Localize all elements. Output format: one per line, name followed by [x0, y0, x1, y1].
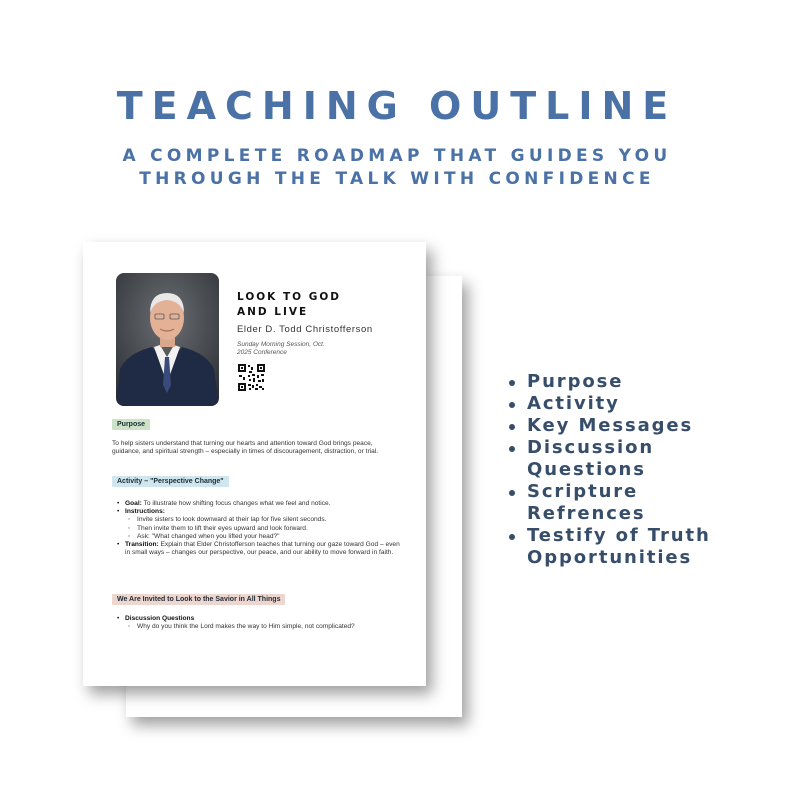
feature-item: Scripture Refrences [507, 481, 677, 525]
feature-item: Purpose [507, 371, 757, 393]
front-page [83, 242, 426, 686]
page-title: TEACHING OUTLINE [116, 84, 678, 128]
feature-item: Testify of Truth Opportunities [507, 525, 757, 569]
activity-list [113, 500, 403, 557]
page-subtitle [0, 145, 794, 191]
purpose-tag: Purpose [112, 419, 150, 430]
instruction-step: ◦ Invite sisters to look downward at their lap for five silent seconds. [113, 516, 403, 524]
discussion-list [113, 615, 403, 631]
section-tag: We Are Invited to Look to the Savior in All Things [112, 594, 285, 605]
session-info: Sunday Morning Session, Oct. 2025 Conference [237, 341, 325, 356]
instructions-item: • Instructions: [113, 508, 403, 516]
document-title: LOOK TO GOD AND LIVE [237, 291, 341, 318]
instruction-step: ◦ Then invite them to lift their eyes upward and look forward. [113, 525, 403, 533]
feature-list [507, 371, 757, 569]
transition-item: • Transition: Explain that Elder Christofferson teaches that turning our gaze toward God – even in small ways – changes our perspective, our peace, and our ability to move forward in faith. [113, 541, 403, 557]
feature-item: Key Messages [507, 415, 757, 437]
speaker-name: Elder D. Todd Christofferson [237, 324, 373, 335]
subtitle-line-1: A COMPLETE ROADMAP THAT GUIDES YOU [122, 146, 672, 166]
discussion-question: ◦ Why do you think the Lord makes the way to Him simple, not complicated? [113, 623, 403, 631]
qr-code-icon [237, 363, 266, 392]
discussion-questions-item: • Discussion Questions [113, 615, 403, 623]
feature-item: Discussion Questions [507, 437, 697, 481]
activity-tag: Activity – "Perspective Change" [112, 476, 229, 487]
purpose-text: To help sisters understand that turning our hearts and attention toward God brings peace, guidance, and spiritual strength – especially in times of discouragement, distraction, or trial. [112, 440, 379, 456]
instruction-step: ◦ Ask: "What changed when you lifted your head?" [113, 533, 403, 541]
goal-item: • Goal: To illustrate how shifting focus changes what we feel and notice. [113, 500, 403, 508]
feature-item: Activity [507, 393, 757, 415]
subtitle-line-2: THROUGH THE TALK WITH CONFIDENCE [139, 169, 655, 189]
speaker-portrait [116, 273, 219, 406]
